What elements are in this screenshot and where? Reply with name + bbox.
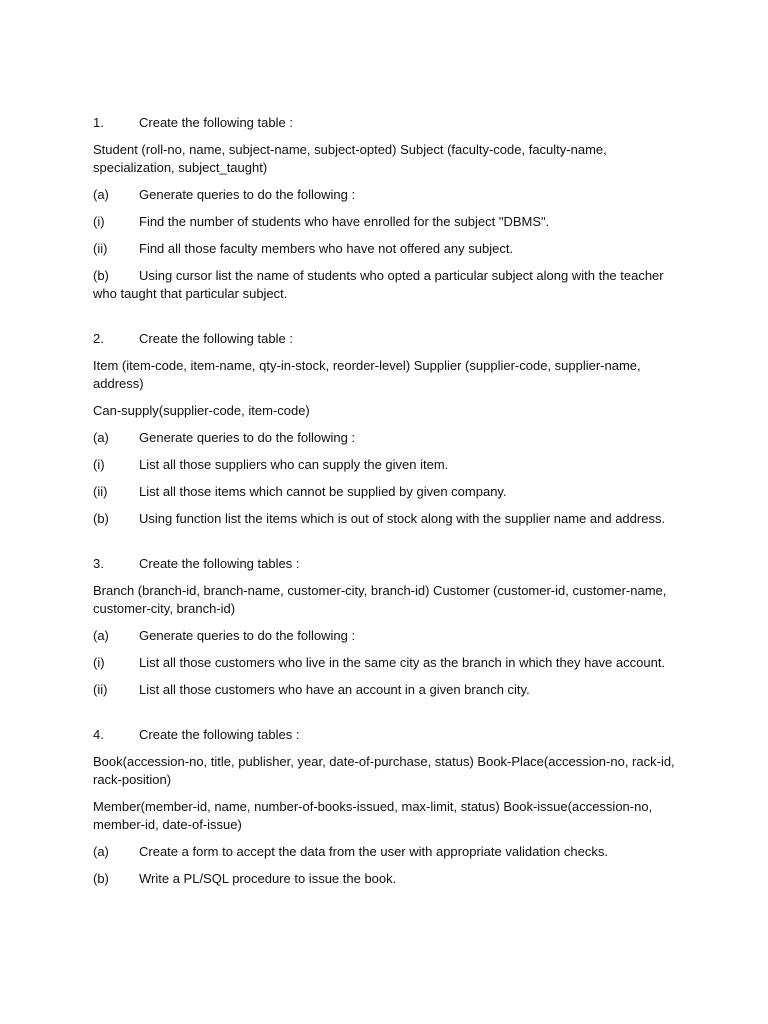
question-part: [93, 843, 678, 861]
question-heading-text: Create the following tables :: [139, 727, 300, 742]
question-part-wrapped: [93, 267, 678, 303]
question-part: [93, 510, 678, 528]
question-part: [93, 870, 678, 888]
part-label: (i): [93, 214, 105, 229]
schema-text: Item (item-code, item-name, qty-in-stock, reorder-level) Supplier (supplier-code, supplier-name, address): [93, 358, 641, 391]
schema-text: Book(accession-no, title, publisher, year, date-of-purchase, status) Book-Place(accession-no, rack-id, rack-position): [93, 754, 675, 787]
question-heading: [93, 726, 678, 744]
part-label: (b): [93, 871, 109, 886]
part-label: (a): [93, 628, 109, 643]
part-text: List all those customers who have an account in a given branch city.: [139, 682, 530, 697]
part-text: Write a PL/SQL procedure to issue the book.: [139, 871, 397, 886]
question-number: 4.: [93, 727, 104, 742]
schema-text: Branch (branch-id, branch-name, customer-city, branch-id) Customer (customer-id, customer-name, customer-city, branch-id): [93, 583, 667, 616]
question-part: [93, 240, 678, 258]
part-label: (b): [93, 511, 109, 526]
question-number: 3.: [93, 556, 104, 571]
question-heading-text: Create the following table :: [139, 115, 293, 130]
question-number: 2.: [93, 331, 104, 346]
question-part: [93, 186, 678, 204]
schema-text: Can-supply(supplier-code, item-code): [93, 403, 310, 418]
question-part: [93, 483, 678, 501]
part-text: Generate queries to do the following :: [139, 430, 356, 445]
question-part: [93, 627, 678, 645]
question-heading: [93, 330, 678, 348]
part-label: (a): [93, 187, 109, 202]
part-text: Find all those faculty members who have not offered any subject.: [139, 241, 514, 256]
question-part: [93, 429, 678, 447]
part-label: (a): [93, 844, 109, 859]
question-part: [93, 654, 678, 672]
part-label: (i): [93, 457, 105, 472]
part-text: Generate queries to do the following :: [139, 187, 356, 202]
question-part: [93, 213, 678, 231]
part-text: Generate queries to do the following :: [139, 628, 356, 643]
part-label: (ii): [93, 484, 108, 499]
question-heading: [93, 114, 678, 132]
part-text: Using cursor list the name of students who opted a particular subject along with the teacher who taught that particular subject.: [93, 268, 664, 301]
schema-text: Member(member-id, name, number-of-books-issued, max-limit, status) Book-issue(accession-no, member-id, date-of-issue): [93, 799, 653, 832]
schema-text: Student (roll-no, name, subject-name, subject-opted) Subject (faculty-code, faculty-name, specialization, subject_taught): [93, 142, 607, 175]
question-3: [93, 555, 678, 699]
part-text: List all those customers who live in the same city as the branch in which they have account.: [139, 655, 666, 670]
part-text: List all those items which cannot be supplied by given company.: [139, 484, 507, 499]
part-label: (ii): [93, 241, 108, 256]
part-label: (ii): [93, 682, 108, 697]
question-part: [93, 456, 678, 474]
question-heading: [93, 555, 678, 573]
question-1: [93, 114, 678, 303]
question-heading-text: Create the following tables :: [139, 556, 300, 571]
question-4: [93, 726, 678, 888]
part-label: (b): [93, 268, 109, 283]
question-2: [93, 330, 678, 528]
part-text: List all those suppliers who can supply the given item.: [139, 457, 449, 472]
part-label: (i): [93, 655, 105, 670]
question-part: [93, 681, 678, 699]
part-text: Using function list the items which is out of stock along with the supplier name and address.: [139, 511, 666, 526]
part-text: Create a form to accept the data from the user with appropriate validation checks.: [139, 844, 608, 859]
document-page: [93, 114, 678, 915]
question-heading-text: Create the following table :: [139, 331, 293, 346]
question-number: 1.: [93, 115, 104, 130]
part-text: Find the number of students who have enrolled for the subject "DBMS".: [139, 214, 550, 229]
part-label: (a): [93, 430, 109, 445]
